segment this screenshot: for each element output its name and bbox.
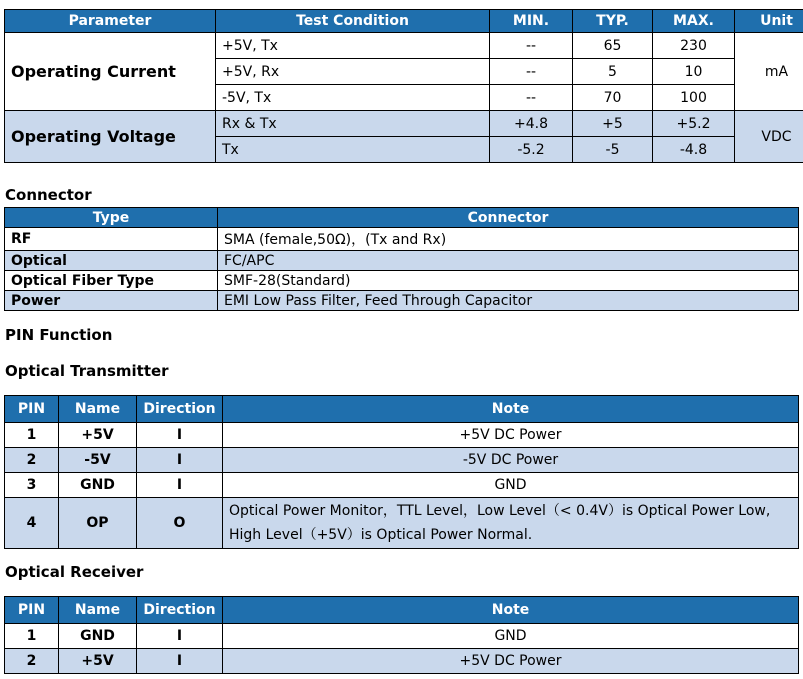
- cell-name: +5V: [59, 423, 137, 448]
- cell-name: +5V: [59, 649, 137, 674]
- cell-type: Optical: [5, 251, 218, 271]
- cell-max: 230: [653, 33, 735, 59]
- cell-note: GND: [223, 624, 799, 649]
- header-test-condition: Test Condition: [216, 10, 490, 33]
- cell-direction: O: [137, 498, 223, 549]
- header-typ: TYP.: [573, 10, 653, 33]
- header-max: MAX.: [653, 10, 735, 33]
- connector-table: [4, 207, 799, 311]
- cell-min: +4.8: [490, 111, 573, 137]
- cell-min: -5.2: [490, 137, 573, 163]
- cell-cond: -5V, Tx: [216, 85, 490, 111]
- cell-pin: 1: [5, 423, 59, 448]
- header-note: Note: [223, 396, 799, 423]
- operating-current-label: Operating Current: [5, 33, 216, 111]
- header-direction: Direction: [137, 396, 223, 423]
- cell-min: --: [490, 59, 573, 85]
- cell-min: --: [490, 33, 573, 59]
- header-connector: Connector: [218, 208, 799, 228]
- cell-note: +5V DC Power: [223, 649, 799, 674]
- table-row: [5, 271, 799, 291]
- cell-connector: SMA (female,50Ω)，(Tx and Rx): [218, 228, 799, 251]
- cell-max: 100: [653, 85, 735, 111]
- cell-typ: -5: [573, 137, 653, 163]
- cell-pin: 4: [5, 498, 59, 549]
- cell-cond: +5V, Rx: [216, 59, 490, 85]
- cell-max: 10: [653, 59, 735, 85]
- table-row: [5, 423, 799, 448]
- cell-name: -5V: [59, 448, 137, 473]
- cell-max: +5.2: [653, 111, 735, 137]
- cell-note: +5V DC Power: [223, 423, 799, 448]
- header-unit: Unit: [735, 10, 803, 33]
- cell-min: --: [490, 85, 573, 111]
- header-name: Name: [59, 597, 137, 624]
- operating-voltage-label: Operating Voltage: [5, 111, 216, 163]
- cell-typ: +5: [573, 111, 653, 137]
- transmitter-table: [4, 395, 799, 549]
- operating-current-unit: mA: [735, 33, 803, 111]
- cell-direction: I: [137, 448, 223, 473]
- header-pin: PIN: [5, 396, 59, 423]
- header-parameter: Parameter: [5, 10, 216, 33]
- table-row: [5, 33, 803, 59]
- cell-pin: 2: [5, 649, 59, 674]
- cell-direction: I: [137, 423, 223, 448]
- cell-pin: 1: [5, 624, 59, 649]
- table-row: [5, 649, 799, 674]
- cell-connector: FC/APC: [218, 251, 799, 271]
- cell-direction: I: [137, 473, 223, 498]
- cell-name: OP: [59, 498, 137, 549]
- cell-direction: I: [137, 624, 223, 649]
- cell-direction: I: [137, 649, 223, 674]
- connector-section-title: Connector: [5, 186, 92, 204]
- table-row: [5, 448, 799, 473]
- table-row: [5, 498, 799, 549]
- receiver-table: [4, 596, 799, 674]
- receiver-title: Optical Receiver: [5, 563, 144, 581]
- transmitter-title: Optical Transmitter: [5, 362, 169, 380]
- cell-cond: Tx: [216, 137, 490, 163]
- header-direction: Direction: [137, 597, 223, 624]
- cell-type: RF: [5, 228, 218, 251]
- operating-voltage-unit: VDC: [735, 111, 803, 163]
- cell-typ: 5: [573, 59, 653, 85]
- header-type: Type: [5, 208, 218, 228]
- cell-name: GND: [59, 624, 137, 649]
- cell-max: -4.8: [653, 137, 735, 163]
- table-row: [5, 111, 803, 137]
- cell-note: -5V DC Power: [223, 448, 799, 473]
- table-row: [5, 228, 799, 251]
- cell-cond: Rx & Tx: [216, 111, 490, 137]
- header-min: MIN.: [490, 10, 573, 33]
- header-name: Name: [59, 396, 137, 423]
- cell-connector: SMF-28(Standard): [218, 271, 799, 291]
- table-row: [5, 473, 799, 498]
- table-row: [5, 624, 799, 649]
- cell-name: GND: [59, 473, 137, 498]
- table-header-row: [5, 597, 799, 624]
- electrical-table: [4, 9, 803, 163]
- cell-pin: 3: [5, 473, 59, 498]
- cell-typ: 65: [573, 33, 653, 59]
- header-note: Note: [223, 597, 799, 624]
- cell-note: GND: [223, 473, 799, 498]
- cell-typ: 70: [573, 85, 653, 111]
- pin-function-title: PIN Function: [5, 326, 113, 344]
- cell-note: Optical Power Monitor，TTL Level，Low Level（< 0.4V）is Optical Power Low, High Level（+5V）is Optical Power Normal.: [223, 498, 799, 549]
- cell-type: Power: [5, 291, 218, 311]
- cell-type: Optical Fiber Type: [5, 271, 218, 291]
- table-header-row: [5, 10, 803, 33]
- table-header-row: [5, 208, 799, 228]
- header-pin: PIN: [5, 597, 59, 624]
- table-row: [5, 291, 799, 311]
- table-row: [5, 251, 799, 271]
- table-header-row: [5, 396, 799, 423]
- cell-cond: +5V, Tx: [216, 33, 490, 59]
- cell-connector: EMI Low Pass Filter, Feed Through Capacitor: [218, 291, 799, 311]
- cell-pin: 2: [5, 448, 59, 473]
